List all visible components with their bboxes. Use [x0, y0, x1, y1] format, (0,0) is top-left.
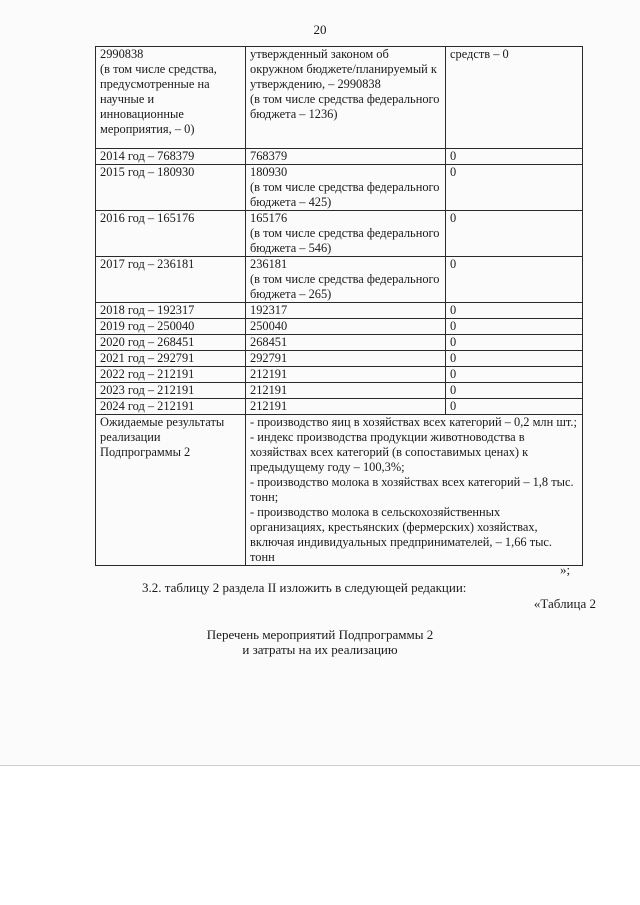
budget-cell: 165176 (в том числе средства федерального бюджета – 546)	[246, 211, 446, 257]
results-label-cell: Ожидаемые результаты реализации Подпрограммы 2	[96, 415, 246, 566]
budget-cell: 212191	[246, 383, 446, 399]
year-cell: 2019 год – 250040	[96, 319, 246, 335]
budget-cell: 268451	[246, 335, 446, 351]
budget-cell: 250040	[246, 319, 446, 335]
other-cell: 0	[446, 257, 583, 303]
table-row	[96, 367, 583, 383]
funding-total-cell: 2990838 (в том числе средства, предусмотренные на научные и инновационные мероприятия, – 0)	[96, 47, 246, 149]
table-row	[96, 335, 583, 351]
budget-law-cell: утвержденный законом об окружном бюджете/планируемый к утверждению, – 2990838 (в том числе средства федерального бюджета – 1236)	[246, 47, 446, 149]
other-cell: 0	[446, 149, 583, 165]
year-cell: 2018 год – 192317	[96, 303, 246, 319]
other-cell: 0	[446, 335, 583, 351]
year-cell: 2014 год – 768379	[96, 149, 246, 165]
year-cell: 2016 год – 165176	[96, 211, 246, 257]
year-cell: 2022 год – 212191	[96, 367, 246, 383]
other-cell: 0	[446, 165, 583, 211]
table-row	[96, 149, 583, 165]
funding-table	[95, 46, 583, 566]
section-heading-line1: Перечень мероприятий Подпрограммы 2	[206, 627, 434, 642]
other-cell: 0	[446, 367, 583, 383]
budget-cell: 292791	[246, 351, 446, 367]
result-item: - индекс производства продукции животноводства в хозяйствах всех категорий (в сопоставимых ценах) к предыдущему году – 100,3%;	[250, 430, 529, 474]
budget-cell: 212191	[246, 399, 446, 415]
table-row	[96, 319, 583, 335]
budget-cell: 212191	[246, 367, 446, 383]
other-cell: 0	[446, 211, 583, 257]
year-cell: 2021 год – 292791	[96, 351, 246, 367]
year-cell: 2020 год – 268451	[96, 335, 246, 351]
table-row	[96, 415, 583, 566]
section-heading-line2: и затраты на их реализацию	[242, 642, 398, 657]
result-item: - производство молока в сельскохозяйственных организациях, крестьянских (фермерских) хозяйствах, включая индивидуальных предпринимателей, – 1,66 тыс. тонн	[250, 505, 553, 564]
other-funds-cell: средств – 0	[446, 47, 583, 149]
budget-cell: 236181 (в том числе средства федерального бюджета – 265)	[246, 257, 446, 303]
year-cell: 2017 год – 236181	[96, 257, 246, 303]
table-row	[96, 303, 583, 319]
budget-cell: 180930 (в том числе средства федерального бюджета – 425)	[246, 165, 446, 211]
other-cell: 0	[446, 383, 583, 399]
year-cell: 2015 год – 180930	[96, 165, 246, 211]
result-item: - производство молока в хозяйствах всех категорий – 1,8 тыс. тонн;	[250, 475, 574, 504]
table-caption: «Таблица 2	[533, 596, 596, 611]
other-cell: 0	[446, 319, 583, 335]
other-cell: 0	[446, 399, 583, 415]
result-item: - производство яиц в хозяйствах всех категорий – 0,2 млн шт.;	[250, 415, 577, 429]
closing-quote: »;	[560, 562, 571, 577]
table-row	[96, 211, 583, 257]
table-row	[96, 351, 583, 367]
budget-cell: 768379	[246, 149, 446, 165]
page-number: 20	[313, 22, 327, 37]
other-cell: 0	[446, 303, 583, 319]
year-cell: 2024 год – 212191	[96, 399, 246, 415]
budget-cell: 192317	[246, 303, 446, 319]
table-row	[96, 47, 583, 149]
other-cell: 0	[446, 351, 583, 367]
year-cell: 2023 год – 212191	[96, 383, 246, 399]
amendment-instruction: 3.2. таблицу 2 раздела II изложить в следующей редакции:	[142, 580, 467, 595]
table-row	[96, 257, 583, 303]
results-list-cell	[246, 415, 583, 566]
table-row	[96, 165, 583, 211]
table-row	[96, 399, 583, 415]
table-row	[96, 383, 583, 399]
